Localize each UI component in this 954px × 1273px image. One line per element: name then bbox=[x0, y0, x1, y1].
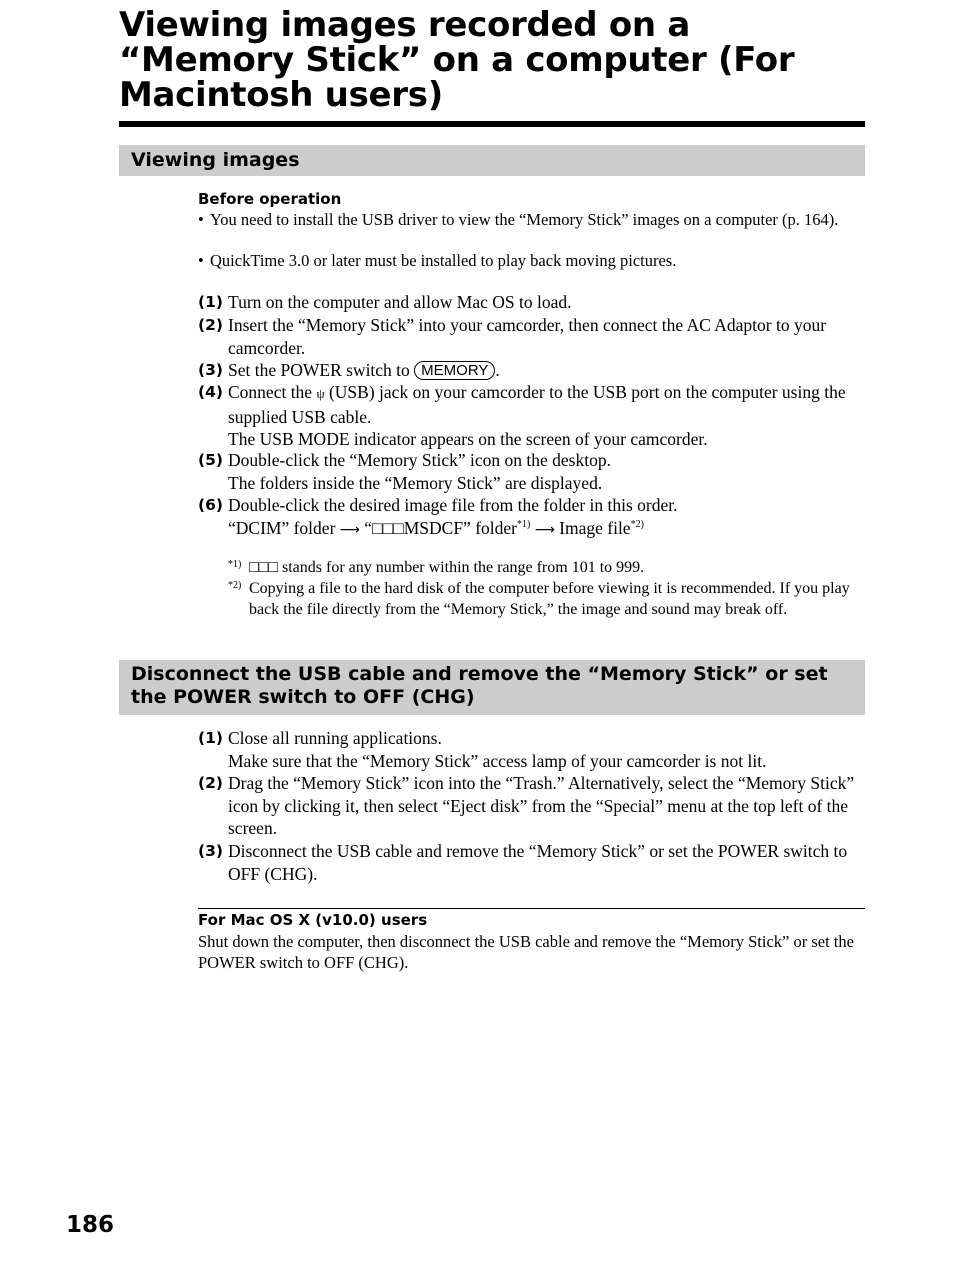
footnote-mark: *2) bbox=[228, 580, 242, 591]
footnote-1 bbox=[228, 558, 864, 579]
bullet-text: You need to install the USB driver to view the “Memory Stick” images on a computer (p. 164). bbox=[210, 210, 839, 229]
step-text: Disconnect the USB cable and remove the “Memory Stick” or set the POWER switch to OFF (CHG). bbox=[228, 841, 848, 884]
step-number: (6) bbox=[198, 496, 223, 514]
step-result-text: Make sure that the “Memory Stick” access lamp of your camcorder is not lit. bbox=[228, 750, 767, 771]
step-text: Double-click the desired image file from the folder in this order. bbox=[228, 495, 678, 515]
step-6 bbox=[198, 494, 864, 541]
footnote-text: Copying a file to the hard disk of the computer before viewing it is recommended. If you play back the file directly from the “Memory Stick,” the image and sound may break off. bbox=[249, 580, 850, 618]
step-number: (3) bbox=[198, 842, 223, 860]
bullet-dot: • bbox=[198, 210, 204, 229]
mac-os-x-text: Shut down the computer, then disconnect the USB cable and remove the “Memory Stick” or set the POWER switch to OFF (CHG). bbox=[198, 932, 854, 972]
msdcf-folder-label: “□□□MSDCF” folder bbox=[364, 517, 517, 538]
step-number: (4) bbox=[198, 383, 223, 401]
step-text: Drag the “Memory Stick” icon into the “Trash.” Alternatively, select the “Memory Stick” icon by clicking it, then select “Eject disk” from the “Special” menu at the top left of the screen. bbox=[228, 773, 855, 839]
step-1 bbox=[198, 291, 864, 314]
section-heading-disconnect: Disconnect the USB cable and remove the “Memory Stick” or set the POWER switch to OFF (CHG) bbox=[119, 660, 865, 715]
step-5 bbox=[198, 449, 864, 494]
bullet-dot: • bbox=[198, 251, 204, 270]
step-number: (1) bbox=[198, 729, 223, 747]
image-file-label: Image file bbox=[559, 517, 631, 538]
before-operation-label: Before operation bbox=[198, 190, 342, 208]
bullet-item bbox=[198, 251, 862, 272]
step-text: Connect the bbox=[228, 382, 313, 402]
step-number: (1) bbox=[198, 293, 223, 311]
mac-os-x-divider bbox=[198, 908, 865, 909]
arrow-right-icon: ⟶ bbox=[534, 521, 555, 538]
step-2 bbox=[198, 314, 864, 359]
step-text: . bbox=[495, 360, 500, 380]
mac-os-x-heading: For Mac OS X (v10.0) users bbox=[198, 911, 428, 929]
page-title: Viewing images recorded on a “Memory Stick” on a computer (For Macintosh users) bbox=[119, 5, 795, 115]
step-number: (3) bbox=[198, 361, 223, 379]
usb-icon: ψ bbox=[316, 386, 325, 401]
step-text: Close all running applications. bbox=[228, 728, 442, 748]
step-4 bbox=[198, 381, 864, 451]
arrow-right-icon: ⟶ bbox=[339, 521, 360, 538]
dcim-folder-label: “DCIM” folder bbox=[228, 517, 336, 538]
bullet-text: QuickTime 3.0 or later must be installed to play back moving pictures. bbox=[210, 251, 677, 270]
step-text: Double-click the “Memory Stick” icon on the desktop. bbox=[228, 450, 611, 470]
section-heading-viewing-images: Viewing images bbox=[119, 145, 865, 176]
step-3 bbox=[198, 359, 864, 382]
step-number: (5) bbox=[198, 451, 223, 469]
disconnect-step-3 bbox=[198, 840, 864, 885]
footnote-2 bbox=[228, 579, 864, 620]
step-number: (2) bbox=[198, 316, 223, 334]
disconnect-step-1 bbox=[198, 727, 864, 772]
footnote-mark: *1) bbox=[228, 559, 242, 570]
step-result-text: The folders inside the “Memory Stick” are displayed. bbox=[228, 472, 603, 493]
page-number: 186 bbox=[66, 1212, 115, 1238]
footnote-ref: *1) bbox=[516, 518, 531, 530]
disconnect-step-2 bbox=[198, 772, 864, 840]
memory-switch-badge: MEMORY bbox=[414, 361, 495, 380]
step-number: (2) bbox=[198, 774, 223, 792]
step-text: Insert the “Memory Stick” into your camcorder, then connect the AC Adaptor to your camcorder. bbox=[228, 315, 827, 358]
footnote-text: □□□ stands for any number within the range from 101 to 999. bbox=[249, 559, 645, 576]
folder-path bbox=[228, 517, 864, 542]
step-text: (USB) jack on your camcorder to the USB port on the computer using the supplied USB cable. bbox=[228, 382, 846, 427]
bullet-item bbox=[198, 210, 862, 231]
title-rule bbox=[119, 121, 865, 127]
step-text: Set the POWER switch to bbox=[228, 360, 410, 380]
step-text: Turn on the computer and allow Mac OS to load. bbox=[228, 292, 572, 312]
step-result-text: The USB MODE indicator appears on the screen of your camcorder. bbox=[228, 429, 708, 450]
footnote-ref: *2) bbox=[630, 518, 644, 530]
